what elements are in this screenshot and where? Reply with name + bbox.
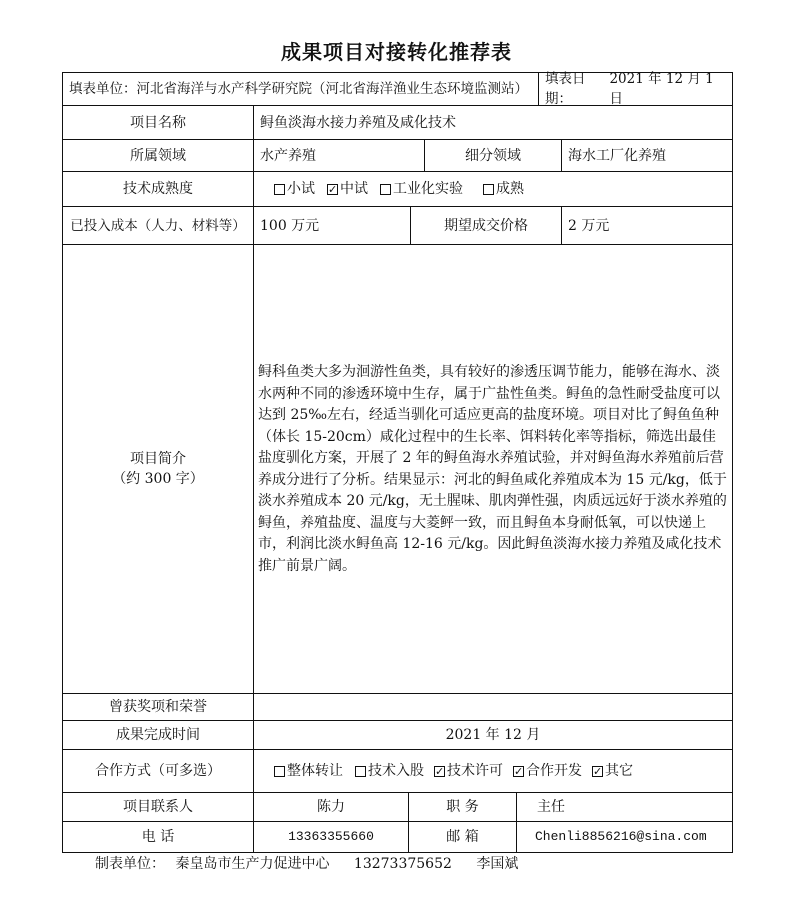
option-label: 中试 [340,181,368,197]
option-label: 小试 [287,181,315,197]
checkbox-icon[interactable] [274,766,285,777]
checkbox-icon[interactable] [483,184,494,195]
contact-name: 陈力 [317,799,345,815]
checked-checkbox-icon[interactable]: ✓ [328,182,338,196]
project-name-label: 项目名称 [130,114,186,131]
maker-phone: 13273375652 [353,856,452,872]
maturity-option-industrial[interactable] [380,179,463,199]
option-label: 其它 [605,763,633,779]
awards-value [254,694,732,720]
cooperation-label: 合作方式（可多选） [95,763,221,779]
coop-option-license[interactable] [434,761,503,781]
form-footer [95,853,528,873]
email-label: 邮 箱 [446,829,479,845]
unit-value: 河北省海洋与水产科学研究院（河北省海洋渔业生态环境监测站） [136,81,528,97]
unit-label: 填表单位： [69,81,137,97]
intro-text: 鲟科鱼类大多为洄游性鱼类，具有较好的渗透压调节能力，能够在海水、淡水两种不同的渗透环境中生存，属于广盐性鱼类。鲟鱼的急性耐受盐度可以达到 25‰左右，经适当驯化可适应更高的盐度环境。项目对比了鲟鱼鱼种（体长 15-20cm）咸化过程中的生长率、饵料转化率等指标，筛选出最佳盐度驯化方案，开展了 2 年的鲟鱼海水养殖试验，并对鲟鱼海水养殖前后营养成分进行了分析。结果显示：河北的鲟鱼咸化养殖成本为 15 元/kg，低于淡水养殖成本 20 元/kg，无土腥味、肌肉弹性强，肉质远远好于淡水养殖的鲟鱼，养殖盐度、温度与大菱鲆一致，而且鲟鱼本身耐低氧，可以快递上市，利润比淡水鲟鱼高 12-16 元/kg。因此鲟鱼淡海水接力养殖及咸化技术推广前景广阔。 [258,364,727,574]
completion-value: 2021 年 12 月 [445,727,541,743]
price-value: 2 万元 [568,217,610,234]
checkbox-icon[interactable] [355,766,366,777]
date-label: 填表日期： [545,71,586,107]
coop-option-transfer[interactable] [274,761,343,781]
sub-field-value: 海水工厂化养殖 [568,147,666,164]
checked-checkbox-icon[interactable]: ✓ [593,764,603,778]
option-label: 技术许可 [447,763,503,779]
position-label: 职 务 [446,799,479,815]
unit-cell [63,73,538,105]
awards-label: 曾获奖项和荣誉 [109,699,207,715]
email-value: Chenli8856216@sina.com [535,829,707,844]
phone-value: 13363355660 [288,829,374,844]
coop-option-other[interactable] [592,761,633,781]
maturity-option-small-trial[interactable] [274,179,315,199]
option-label: 整体转让 [287,763,343,779]
maturity-option-mature[interactable] [483,179,524,199]
option-label: 工业化实验 [393,181,463,197]
sub-field-label: 细分领域 [465,147,521,164]
form-title: 成果项目对接转化推荐表 [281,40,512,64]
field-value: 水产养殖 [260,147,316,164]
checkbox-icon[interactable] [380,184,391,195]
price-label: 期望成交价格 [444,217,528,234]
intro-sub-label: （约 300 字） [112,471,204,487]
option-label: 成熟 [496,181,524,197]
maker-value: 秦皇岛市生产力促进中心 [175,856,330,872]
phone-label: 电 话 [141,829,175,845]
checked-checkbox-icon[interactable]: ✓ [435,764,445,778]
completion-label: 成果完成时间 [116,727,200,743]
coop-option-co-develop[interactable] [513,761,582,781]
date-value: 2021 年 12 月 1 日 [609,71,714,107]
maker-person: 李国斌 [476,856,519,872]
contact-label: 项目联系人 [123,799,193,815]
project-name-value: 鲟鱼淡海水接力养殖及咸化技术 [260,114,456,131]
maker-label: 制表单位： [95,856,165,872]
intro-label-cell [63,245,253,693]
coop-option-equity[interactable] [355,761,424,781]
option-label: 技术入股 [368,763,424,779]
intro-label: 项目简介 [130,451,186,467]
cost-value: 100 万元 [260,217,320,234]
option-label: 合作开发 [526,763,582,779]
field-label: 所属领域 [130,147,186,164]
position-value: 主任 [537,799,565,815]
cost-label: 已投入成本（人力、材料等） [70,217,246,234]
checked-checkbox-icon[interactable]: ✓ [514,764,524,778]
checkbox-icon[interactable] [274,184,285,195]
maturity-options [254,172,732,206]
maturity-option-pilot[interactable] [327,179,368,199]
date-cell [539,73,732,105]
cooperation-options [254,750,732,792]
maturity-label: 技术成熟度 [123,181,193,197]
